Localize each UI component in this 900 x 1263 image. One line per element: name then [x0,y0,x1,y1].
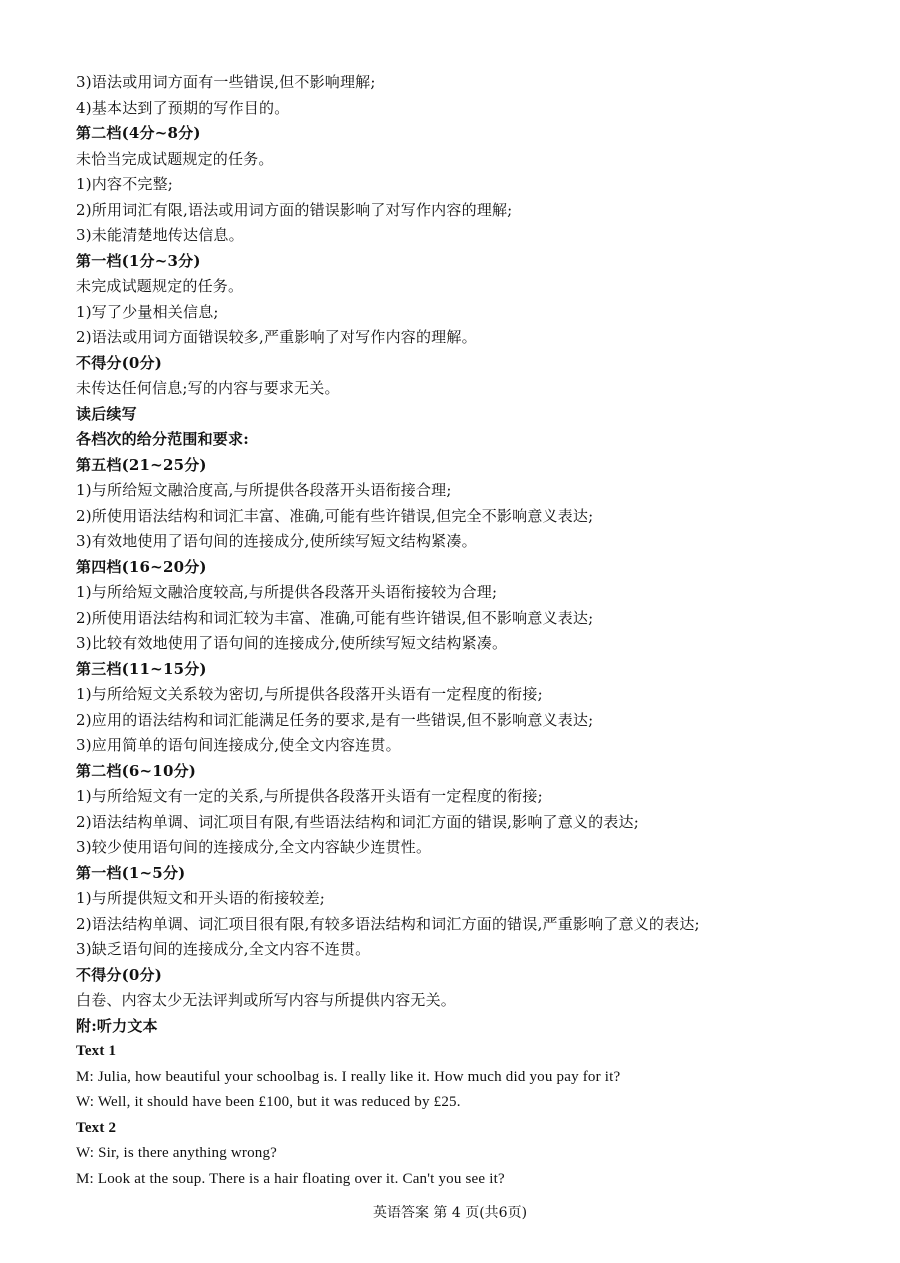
section-heading: 读后续写 [76,404,137,423]
section-heading: 第三档(11~15分) [76,659,207,678]
section-heading: 各档次的给分范围和要求: [76,430,249,448]
text-line: 1)与所给短文有一定的关系,与所提供各段落开头语有一定程度的衔接; [76,787,543,805]
text-line: 3)语法或用词方面有一些错误,但不影响理解; [76,73,376,91]
text-line: 3)缺乏语句间的连接成分,全文内容不连贯。 [76,940,371,958]
text-line: W: Sir, is there anything wrong? [76,1145,278,1161]
text-line: M: Look at the soup. There is a hair floating over it. Can't you see it? [76,1170,505,1187]
section-heading: 不得分(0分) [76,353,163,372]
section-heading: 第二档(6~10分) [76,761,197,780]
text-line: 2)语法或用词方面错误较多,严重影响了对写作内容的理解。 [76,328,477,346]
text-line: 未恰当完成试题规定的任务。 [76,149,274,168]
page-content [76,70,876,1192]
section-heading: 第四档(16~20分) [76,557,207,576]
section-heading: Text 1 [76,1043,117,1059]
text-line: 2)所用词汇有限,语法或用词方面的错误影响了对写作内容的理解; [76,200,513,219]
text-line: 未传达任何信息;写的内容与要求无关。 [76,379,340,397]
text-line: 4)基本达到了预期的写作目的。 [76,98,290,117]
text-line: 1)内容不完整; [76,175,174,193]
section-heading: 不得分(0分) [76,965,163,984]
section-heading: 第二档(4分~8分) [76,124,201,142]
section-heading: Text 2 [76,1119,117,1136]
text-line: 1)写了少量相关信息; [76,302,219,321]
page-footer: 英语答案 第 4 页(共6页) [372,1205,528,1221]
text-line: 2)应用的语法结构和词汇能满足任务的要求,是有一些错误,但不影响意义表达; [76,710,594,729]
text-line: 1)与所给短文关系较为密切,与所提供各段落开头语有一定程度的衔接; [76,685,543,703]
text-line: 3)未能清楚地传达信息。 [76,226,244,244]
text-line: 2)所使用语法结构和词汇较为丰富、准确,可能有些许错误,但不影响意义表达; [76,608,594,627]
text-line: 3)较少使用语句间的连接成分,全文内容缺少连贯性。 [76,838,432,856]
text-line: 1)与所给短文融洽度高,与所提供各段落开头语衔接合理; [76,481,452,499]
text-line: 未完成试题规定的任务。 [76,277,244,295]
text-line: 2)语法结构单调、词汇项目很有限,有较多语法结构和词汇方面的错误,严重影响了意义的表达; [76,914,700,933]
section-heading: 附:听力文本 [76,1016,158,1035]
section-heading: 第五档(21~25分) [76,455,207,474]
text-line: 1)与所给短文融洽度较高,与所提供各段落开头语衔接较为合理; [76,583,498,601]
text-line: W: Well, it should have been £100, but it was reduced by £25. [76,1094,461,1110]
text-line: 1)与所提供短文和开头语的衔接较差; [76,889,326,907]
text-line: 2)所使用语法结构和词汇丰富、准确,可能有些许错误,但完全不影响意义表达; [76,506,594,525]
text-line: M: Julia, how beautiful your schoolbag is. I really like it. How much did you pay for it? [76,1068,621,1085]
text-line: 3)应用简单的语句间连接成分,使全文内容连贯。 [76,736,401,754]
text-line: 3)有效地使用了语句间的连接成分,使所续写短文结构紧凑。 [76,532,477,550]
section-heading: 第一档(1~5分) [76,863,186,882]
text-line: 3)比较有效地使用了语句间的连接成分,使所续写短文结构紧凑。 [76,634,508,652]
text-line: 2)语法结构单调、词汇项目有限,有些语法结构和词汇方面的错误,影响了意义的表达; [76,812,639,831]
text-line: 白卷、内容太少无法评判或所写内容与所提供内容无关。 [76,991,457,1009]
section-heading: 第一档(1分~3分) [76,251,201,270]
